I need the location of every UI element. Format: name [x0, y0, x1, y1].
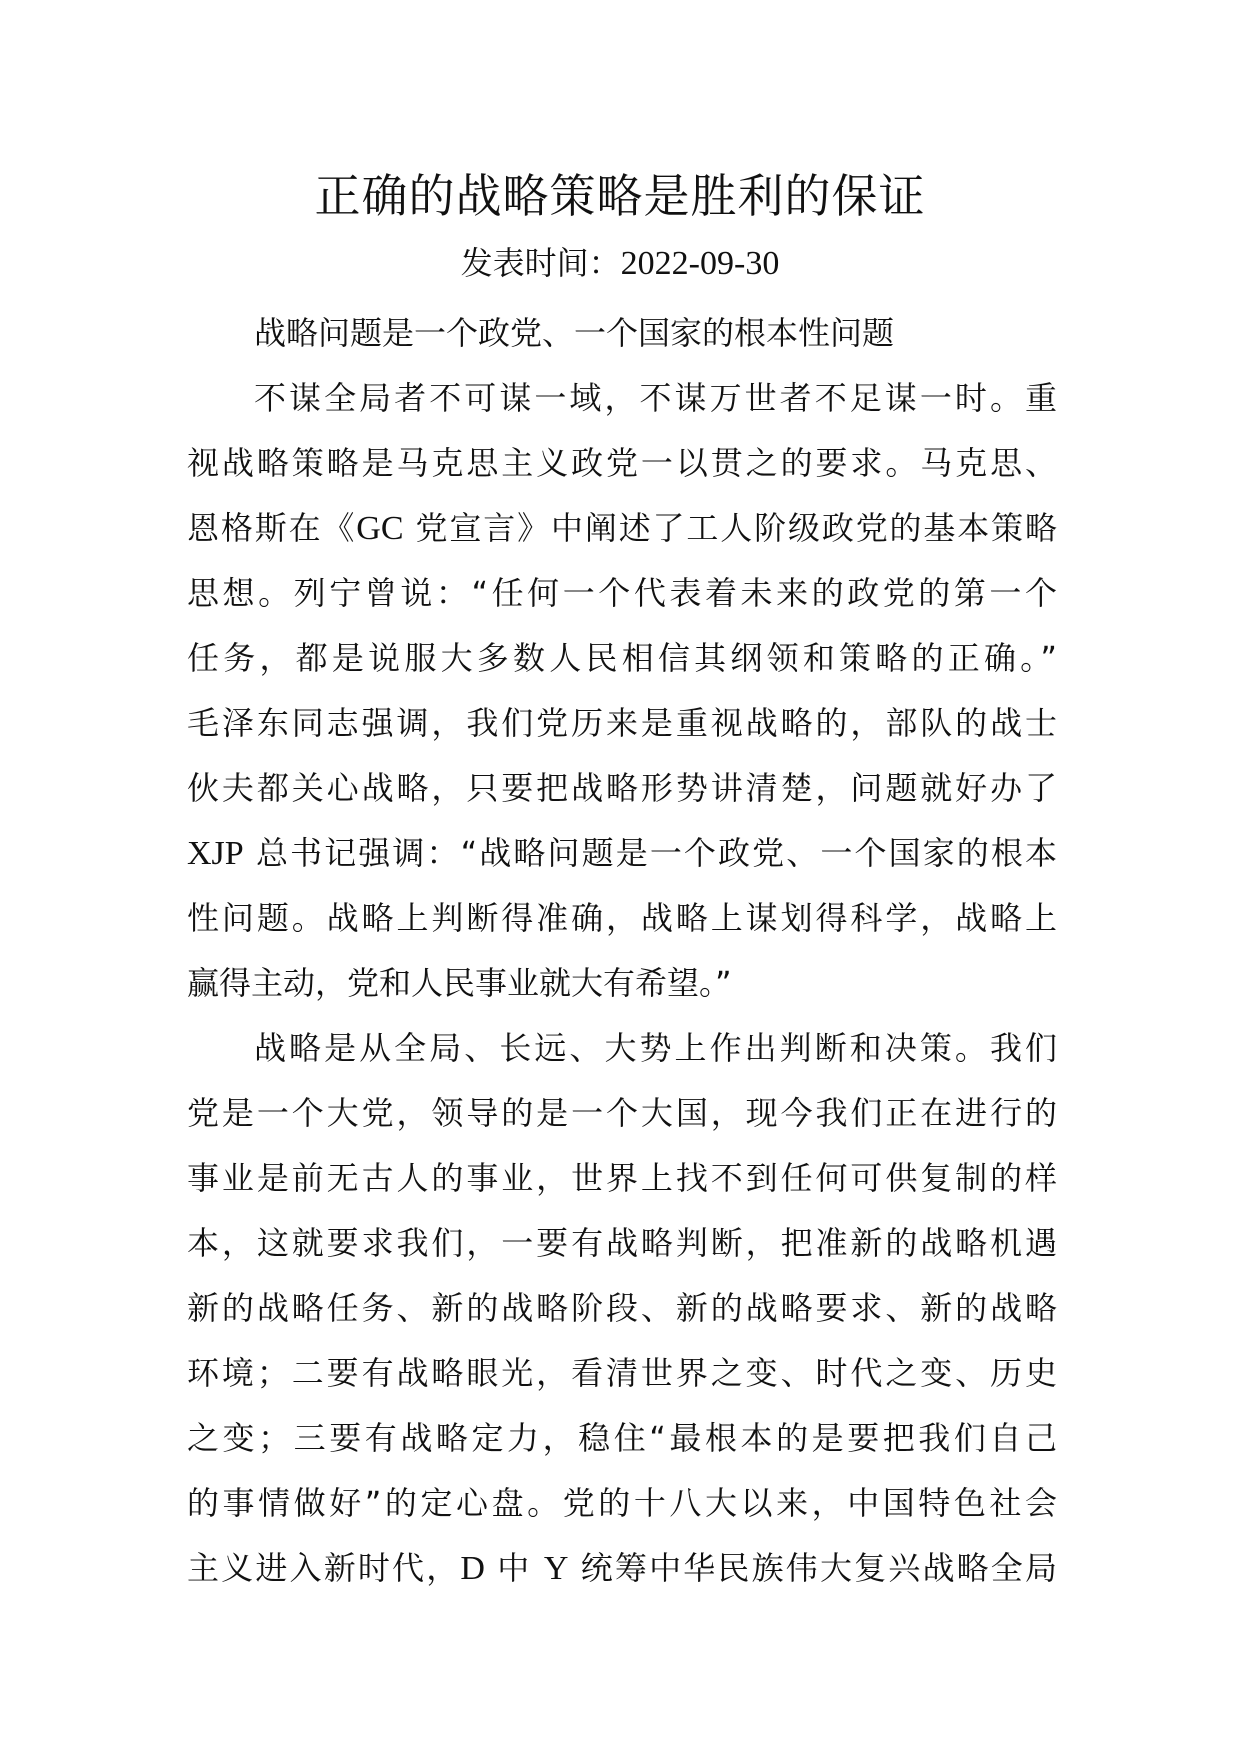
- text-line: 事业是前无古人的事业，世界上找不到任何可供复制的样: [187, 1159, 1057, 1197]
- text-line: 思想。列宁曾说：“任何一个代表着未来的政党的第一个: [187, 574, 1057, 612]
- document-title: 正确的战略策略是胜利的保证: [314, 169, 926, 223]
- text-line: 的事情做好”的定心盘。党的十八大以来，中国特色社会: [187, 1484, 1057, 1522]
- text-line: 赢得主动，党和人民事业就大有希望。”: [187, 964, 732, 1002]
- publish-date-label: 发表时间：: [460, 244, 621, 282]
- publish-date-value: 2022-09-30: [620, 245, 780, 282]
- text-line: 任务，都是说服大多数人民相信其纲领和策略的正确。”: [187, 639, 1057, 677]
- text-line: 战略问题是一个政党、一个国家的根本性问题: [254, 314, 895, 352]
- document-body: [187, 301, 1057, 1601]
- text-line: 主义进入新时代，D 中 Y 统筹中华民族伟大复兴战略全局: [187, 1549, 1057, 1587]
- text-line: XJP 总书记强调：“战略问题是一个政党、一个国家的根本: [187, 834, 1057, 872]
- text-line: 不谋全局者不可谋一域，不谋万世者不足谋一时。重: [254, 379, 1057, 417]
- text-line: 战略是从全局、长远、大势上作出判断和决策。我们: [254, 1029, 1057, 1067]
- text-line: 视战略策略是马克思主义政党一以贯之的要求。马克思、: [187, 444, 1057, 482]
- text-line: 党是一个大党，领导的是一个大国，现今我们正在进行的: [187, 1094, 1057, 1132]
- text-line: 伙夫都关心战略，只要把战略形势讲清楚，问题就好办了: [187, 769, 1057, 807]
- text-line: 毛泽东同志强调，我们党历来是重视战略的，部队的战士: [187, 704, 1057, 742]
- text-line: 环境；二要有战略眼光，看清世界之变、时代之变、历史: [187, 1354, 1057, 1392]
- text-line: 恩格斯在《GC 党宣言》中阐述了工人阶级政党的基本策略: [187, 509, 1057, 547]
- publish-date: [0, 240, 1240, 287]
- text-line: 性问题。战略上判断得准确，战略上谋划得科学，战略上: [187, 899, 1057, 937]
- text-line: 新的战略任务、新的战略阶段、新的战略要求、新的战略: [187, 1289, 1057, 1327]
- text-line: 之变；三要有战略定力，稳住“最根本的是要把我们自己: [187, 1419, 1057, 1457]
- text-line: 本，这就要求我们，一要有战略判断，把准新的战略机遇: [187, 1224, 1057, 1262]
